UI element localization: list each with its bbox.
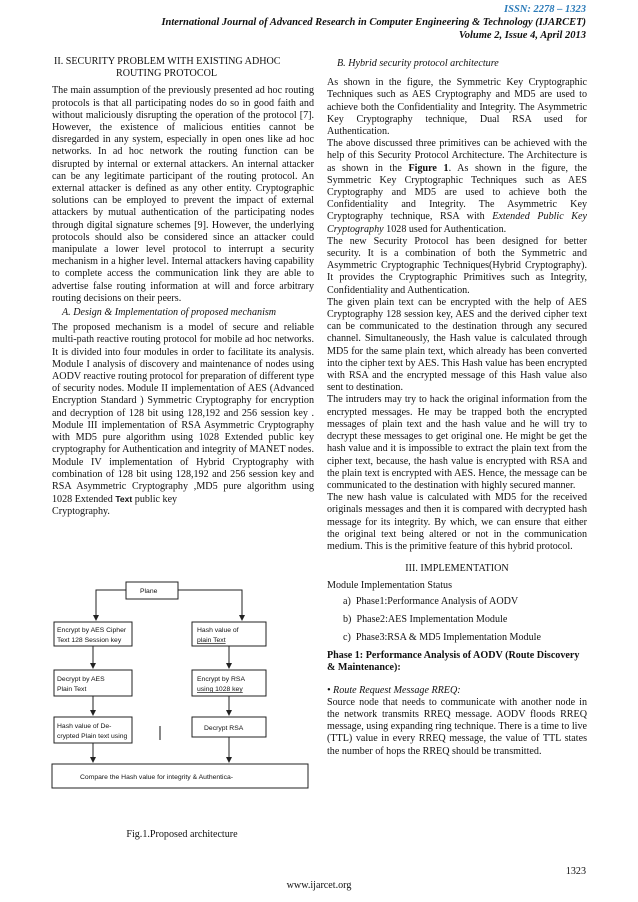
section-ii-title-line1: II. SECURITY PROBLEM WITH EXISTING ADHOC [54, 56, 281, 67]
list-marker: b) [343, 613, 352, 625]
encrypt-rsa-line2: using 1028 key [197, 686, 243, 693]
para2-text-b: . As shown in the figure, the Symmetric Key Cryptographic Techniques such as AES Cryptography and MD5 are used to achieve both the Confidentiality and Integrity. The Asymmetric Key Cryptography technique, RSA with [327, 162, 587, 223]
decrypt-rsa-label: Decrypt RSA [204, 725, 244, 732]
issn-header: ISSN: 2278 – 1323 [504, 4, 586, 15]
arrow-plane-to-encrypt [96, 590, 126, 620]
rreq-title: • Route Request Message RREQ: [327, 684, 461, 696]
subsection-a-last-line: Cryptography. [52, 506, 110, 518]
compare-label: Compare the Hash value for integrity & Authentica- [80, 774, 234, 781]
para2-text-c: 1028 used for Authentication. [386, 223, 507, 235]
hash-value-line1: Hash value of [197, 627, 239, 634]
footer-url[interactable]: www.ijarcet.org [286, 880, 352, 891]
subsection-b-paragraph-3: The new Security Protocol has been designed for better security. It is a combination of both the Symmetric and Asymmetric Cryptographic Techniques(Hybrid Cryptography). It provides the Cryptographic Primitives such as Integrity, Confidentiality and Authentication. [327, 235, 587, 296]
arrow-plane-to-hash [178, 590, 242, 620]
right-column [327, 56, 587, 758]
list-item-text: Phase2:AES Implementation Module [356, 613, 508, 625]
section-ii-paragraph: The main assumption of the previously presented ad hoc routing protocols is that all participating nodes do so in good faith and without maliciously disrupting the operation of the protocol [7]. However, the existence of malicious entities cannot be disregarded in any system, especially in open ones like ad hoc networks. In ad hoc network the routing function can be disrupted by internal or external attackers. An internal attacker can be any legitimate participant of the routing protocol. An external attacker is defined as any other entity. Cryptographic solutions can be employed to prevent the impact of external attackers by mutual authentication of the participating nodes through digital signature schemes [9]. However, the underlying protocols should also be considered since an attacker could manipulate a lower level protocol to interrupt a security mechanism in a higher level. Internal attackers having capability to complete access the communication link they are able to advertise false routing information at will and force arbitrary routing decisions on their peers. [52, 85, 314, 304]
subsection-a-text: The proposed mechanism is a model of secure and reliable multi-path reactive routing protocol for mobile ad hoc networks. It is divided into four modules in order to facilitate its analysis. Module I analysis of discovery and maintenance of nodes using AODV reactive routing protocol for preparation of different type of security nodes. Module II implementation of AES (Advanced Encryption Standard ) Symmetric Cryptography for encryption and decryption of 128 bit using 128,192 and 256 session key . Module III implementation of RSA Asymmetric Cryptography with MD5 pure algorithm using 1028 Extended public key cryptography for Authentication and integrity of MANET nodes. Module IV implementation of Hybrid Cryptography with combination of 128 bit using 128,192 and 256 session key and RSA Asymmetric Cryptography ,MD5 pure algorithm using 1028 Extended [52, 322, 314, 506]
list-marker: a) [343, 595, 351, 607]
page-number: 1323 [565, 866, 586, 877]
list-item-text: Phase1:Performance Analysis of AODV [355, 595, 519, 607]
subsection-a-text-end: public key [134, 494, 178, 506]
hash-decrypted-line2: crypted Plain text using [57, 733, 128, 740]
list-item [343, 596, 587, 608]
para2-italic: Extended Public Key Cryptography [327, 211, 587, 235]
encrypt-aes-line1: Encrypt by AES Cipher [57, 627, 127, 634]
decrypt-aes-line1: Decrypt by AES [57, 676, 105, 683]
section-ii-title [52, 56, 314, 80]
figure-caption: Fig.1.Proposed architecture [126, 829, 238, 840]
list-item [343, 632, 587, 644]
hash-decrypted-line1: Hash value of De- [57, 723, 112, 730]
encrypt-rsa-line1: Encrypt by RSA [197, 676, 245, 683]
encrypt-aes-line2: Text 128 Session key [57, 637, 122, 644]
left-column [52, 56, 314, 519]
journal-header: International Journal of Advanced Research in Computer Engineering & Technology (IJARCET) [161, 17, 586, 28]
decrypt-aes-line2: Plain Text [57, 686, 87, 693]
subsection-b-paragraph-5: The intruders may try to hack the original information from the encrypted messages. He may be trapped both the encrypted messages of plain text and the hash value and he will try to decrypt these messages to get original one. He might be get the hash value and it is impossible to extract the plain text from the cipher text, because, the hash value is encrypted with RSA and the plain text is encrypted with AES. Hence, the message can be communicated to the destination with highly secured manner. [327, 394, 587, 491]
section-ii-title-line2: ROUTING PROTOCOL [116, 68, 218, 80]
subsection-b-paragraph-6: The new hash value is calculated with MD5 for the received originals messages and then it is compared with decrypted hash message for its integrity. By which, we can ensure that either the original text being altered or not in the communication medium. This is the primitive feature of this hybrid protocol. [327, 492, 587, 552]
figure-1-ref[interactable]: Figure 1 [408, 162, 449, 174]
subsection-b-paragraph-1: As shown in the figure, the Symmetric Key Cryptographic Techniques such as AES Cryptography and MD5 are used to achieve both the Confidentiality and Integrity. The Asymmetric Key Cryptography technique, Dual RSA used for Authentication. [327, 77, 587, 138]
subsection-a-small-text: Text [115, 494, 133, 505]
subsection-b-paragraph-4: The given plain text can be encrypted with the help of AES Cryptography 128 session key, AES and the derived cipher text can be communicated to the destination through any secured channel. Simultaneously, the Hash value is calculated through MD5 for the same plain text, which already has been converted into the cipher text by AES. This Hash value has been encrypted with RSA and the encrypted message of this Hash value also sent to destination. [327, 296, 587, 394]
module-status-label: Module Implementation Status [327, 580, 453, 592]
phase1-heading: Phase 1: Performance Analysis of AODV (Route Discovery & Maintenance): [327, 650, 580, 674]
subsection-a-title: A. Design & Implementation of proposed mechanism [62, 307, 277, 319]
subsection-b-title: B. Hybrid security protocol architecture [337, 58, 499, 69]
list-marker: c) [343, 631, 351, 643]
section-iii-title: III. IMPLEMENTATION [405, 563, 509, 575]
proposed-architecture-diagram [50, 578, 314, 808]
para2-text-a: The above discussed three primitives can be achieved with the help of this Security Protocol Architecture. The Architecture is as shown in the [327, 138, 587, 174]
plane-label: Plane [140, 588, 158, 595]
hash-value-line2: plain Text [197, 637, 226, 644]
volume-header: Volume 2, Issue 4, April 2013 [458, 30, 586, 41]
list-item-text: Phase3:RSA & MD5 Implementation Module [355, 631, 541, 643]
subsection-a-paragraph [52, 322, 314, 506]
implementation-list [327, 596, 587, 645]
list-item [343, 614, 587, 626]
rreq-paragraph: Source node that needs to communicate with another node in the network transmits RREQ message. AODV floods RREQ message, using expanding ring technique. There is a time to live (TTL) value in every RREQ message, the value of TTL states the number of hops the RREQ should be transmitted. [327, 696, 587, 757]
subsection-b-paragraph-2 [327, 138, 587, 236]
